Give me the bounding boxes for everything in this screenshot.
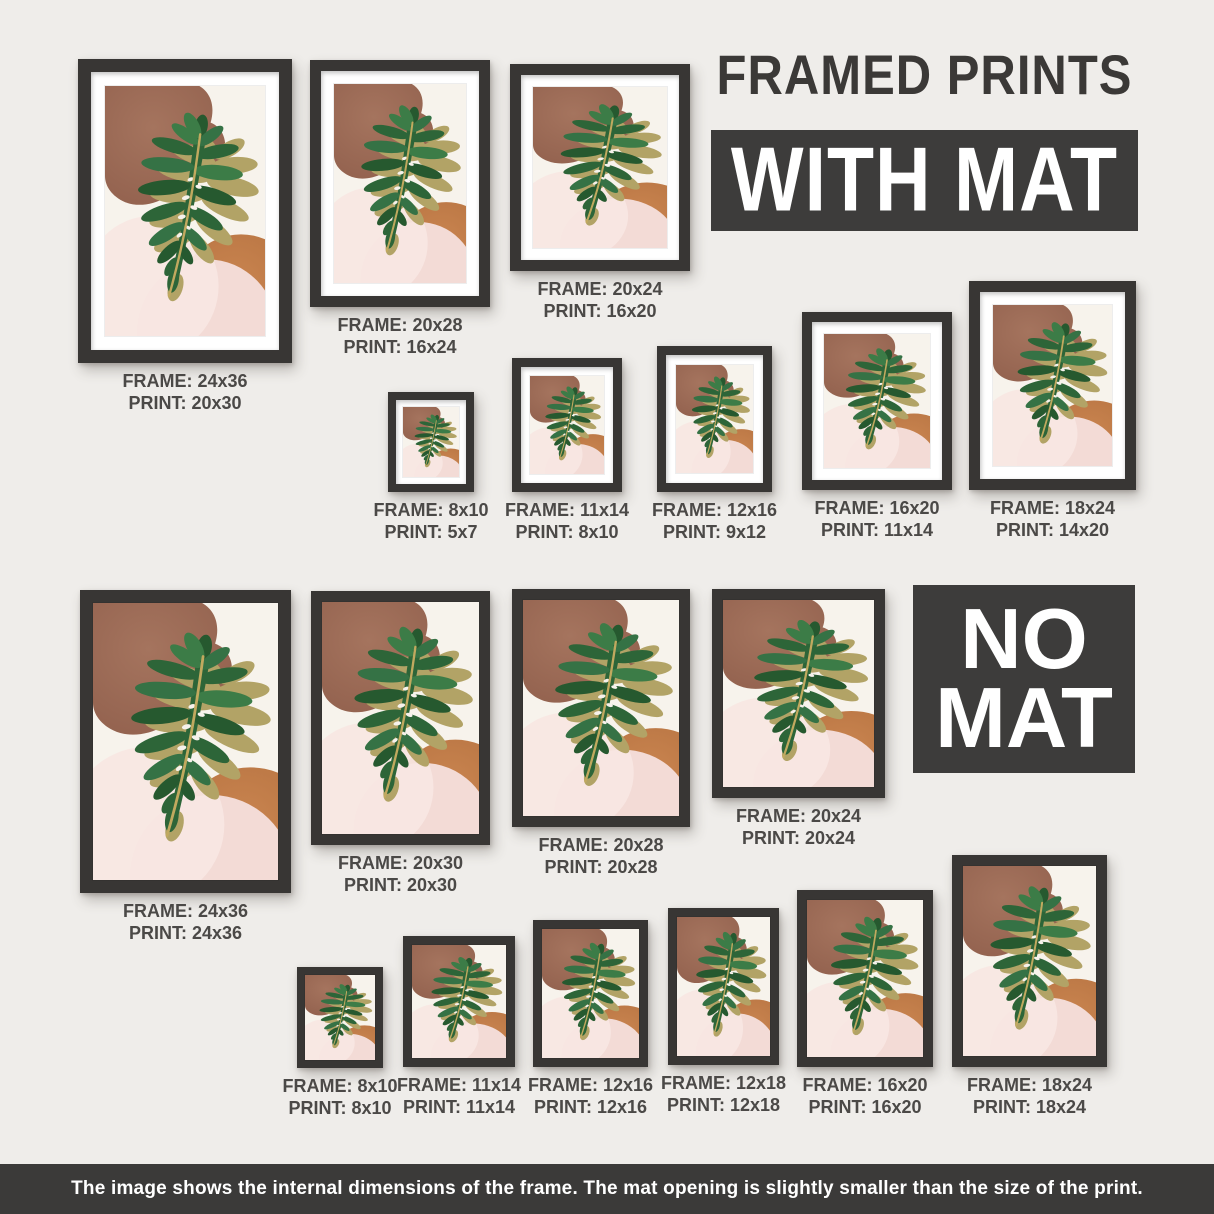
header [711, 45, 1138, 231]
frame-size-label: FRAME: 20x30 [337, 853, 464, 873]
frame-size-label: FRAME: 18x24 [966, 1075, 1093, 1095]
monstera-artwork [530, 376, 604, 474]
frame-size-label: FRAME: 20x28 [538, 835, 664, 855]
framed-print-no-mat-20x24 [712, 589, 885, 848]
frame-caption [967, 1075, 1092, 1119]
monstera-artwork [93, 603, 278, 880]
print-size-label: PRINT: 12x18 [666, 1094, 781, 1115]
print-size-label: PRINT: 24x36 [128, 922, 243, 943]
no-mat-badge-line2: MAT [935, 671, 1113, 766]
print-size-label: PRINT: 16x20 [808, 1096, 922, 1117]
no-mat-badge-line1: NO [960, 591, 1088, 687]
monstera-artwork [723, 600, 874, 787]
frame-caption [538, 835, 663, 879]
framed-print-no-mat-11x14 [396, 936, 522, 1117]
frame-caption [123, 901, 248, 945]
frame-size-label: FRAME: 12x16 [527, 1075, 654, 1095]
print-size-label: PRINT: 20x24 [741, 827, 856, 848]
frame-size-label: FRAME: 24x36 [122, 371, 248, 391]
framed-print-no-mat-24x36 [80, 590, 291, 943]
frame-size-label: FRAME: 12x16 [651, 500, 778, 520]
monstera-artwork [533, 87, 667, 248]
frame-size-label: FRAME: 16x20 [802, 1075, 928, 1095]
frame-box [310, 60, 490, 307]
frame-caption [652, 500, 777, 544]
print-size-label: PRINT: 8x10 [515, 521, 619, 542]
framed-print-with-mat-11x14 [504, 358, 630, 542]
frame-box [311, 591, 490, 845]
print-size-label: PRINT: 20x30 [128, 392, 242, 413]
monstera-artwork [542, 929, 639, 1058]
monstera-artwork [412, 945, 506, 1058]
frame-size-label: FRAME: 11x14 [504, 500, 630, 520]
frame-caption [373, 500, 488, 544]
frame-caption [814, 498, 939, 542]
frame-size-label: FRAME: 8x10 [282, 1076, 398, 1096]
with-mat-badge-label: WITH MAT [730, 129, 1119, 231]
print-size-label: PRINT: 9x12 [662, 521, 767, 542]
footer-note: The image shows the internal dimensions of the frame. The mat opening is slightly smaller than the size of the print. [71, 1178, 1143, 1199]
print-size-label: PRINT: 5x7 [384, 521, 478, 542]
frame-caption [537, 279, 662, 323]
print-size-label: PRINT: 16x20 [543, 300, 657, 321]
monstera-artwork [322, 602, 479, 834]
framed-print-with-mat-20x24 [510, 64, 690, 321]
framed-print-no-mat-20x30 [311, 591, 490, 895]
framed-print-with-mat-8x10 [373, 392, 489, 542]
frame-size-label: FRAME: 11x14 [396, 1075, 522, 1095]
frame-box [78, 59, 292, 363]
frame-box [512, 358, 622, 492]
frame-caption [338, 853, 463, 897]
frame-size-label: FRAME: 12x18 [660, 1073, 787, 1093]
frame-size-label: FRAME: 20x24 [537, 279, 663, 299]
framed-print-no-mat-18x24 [952, 855, 1107, 1117]
page-title: FRAMED PRINTS [716, 45, 1133, 107]
monstera-artwork [824, 334, 930, 468]
frame-box [388, 392, 474, 492]
frame-size-label: FRAME: 20x24 [735, 806, 862, 826]
frame-caption [282, 1076, 397, 1120]
framed-print-with-mat-16x20 [802, 312, 952, 540]
print-size-label: PRINT: 20x28 [544, 856, 658, 877]
frame-box [510, 64, 690, 271]
frame-caption [397, 1075, 521, 1119]
framed-print-no-mat-20x28 [512, 589, 690, 877]
print-size-label: PRINT: 11x14 [402, 1096, 516, 1117]
frame-box [668, 908, 779, 1065]
framed-print-no-mat-8x10 [282, 967, 398, 1118]
frame-box [969, 281, 1136, 490]
monstera-artwork [334, 84, 466, 283]
frame-box [80, 590, 291, 893]
frame-caption [802, 1075, 927, 1119]
framed-print-with-mat-18x24 [969, 281, 1136, 540]
monstera-artwork [807, 900, 923, 1057]
frame-box [712, 589, 885, 798]
framed-print-with-mat-12x16 [651, 346, 778, 542]
frame-caption [505, 500, 629, 544]
frame-size-label: FRAME: 16x20 [814, 498, 940, 518]
monstera-artwork [677, 917, 770, 1056]
footer-note-bar [0, 1164, 1214, 1214]
monstera-artwork [305, 975, 375, 1060]
frame-box [802, 312, 952, 490]
frame-size-label: FRAME: 18x24 [989, 498, 1116, 518]
frame-box [657, 346, 772, 492]
monstera-artwork [963, 866, 1096, 1056]
with-mat-badge [711, 130, 1138, 231]
frame-box [533, 920, 648, 1067]
frame-caption [528, 1075, 653, 1119]
print-size-label: PRINT: 20x30 [343, 874, 458, 895]
frame-size-label: FRAME: 20x28 [337, 315, 463, 335]
frame-box [952, 855, 1107, 1067]
frame-caption [122, 371, 247, 415]
frame-box [797, 890, 933, 1067]
print-size-label: PRINT: 14x20 [995, 519, 1110, 540]
frame-box [512, 589, 690, 827]
frame-size-label: FRAME: 24x36 [122, 901, 249, 921]
monstera-artwork [105, 86, 265, 336]
frame-caption [736, 806, 861, 850]
frame-box [403, 936, 515, 1067]
frame-caption [661, 1073, 786, 1117]
print-size-label: PRINT: 18x24 [972, 1096, 1087, 1117]
frame-caption [990, 498, 1115, 542]
monstera-artwork [993, 305, 1112, 466]
framed-print-no-mat-12x18 [660, 908, 787, 1115]
monstera-artwork [403, 407, 459, 477]
monstera-artwork [676, 365, 753, 473]
framed-print-with-mat-24x36 [78, 59, 292, 413]
frame-box [297, 967, 383, 1068]
no-mat-badge [913, 585, 1135, 773]
print-size-label: PRINT: 12x16 [533, 1096, 648, 1117]
print-size-label: PRINT: 11x14 [820, 519, 934, 540]
monstera-artwork [523, 600, 679, 816]
print-size-label: PRINT: 16x24 [343, 336, 457, 357]
framed-print-no-mat-16x20 [797, 890, 933, 1117]
framed-print-with-mat-20x28 [310, 60, 490, 357]
print-size-label: PRINT: 8x10 [288, 1097, 392, 1118]
frame-size-label: FRAME: 8x10 [373, 500, 489, 520]
frame-caption [337, 315, 462, 359]
framed-print-no-mat-12x16 [527, 920, 654, 1117]
